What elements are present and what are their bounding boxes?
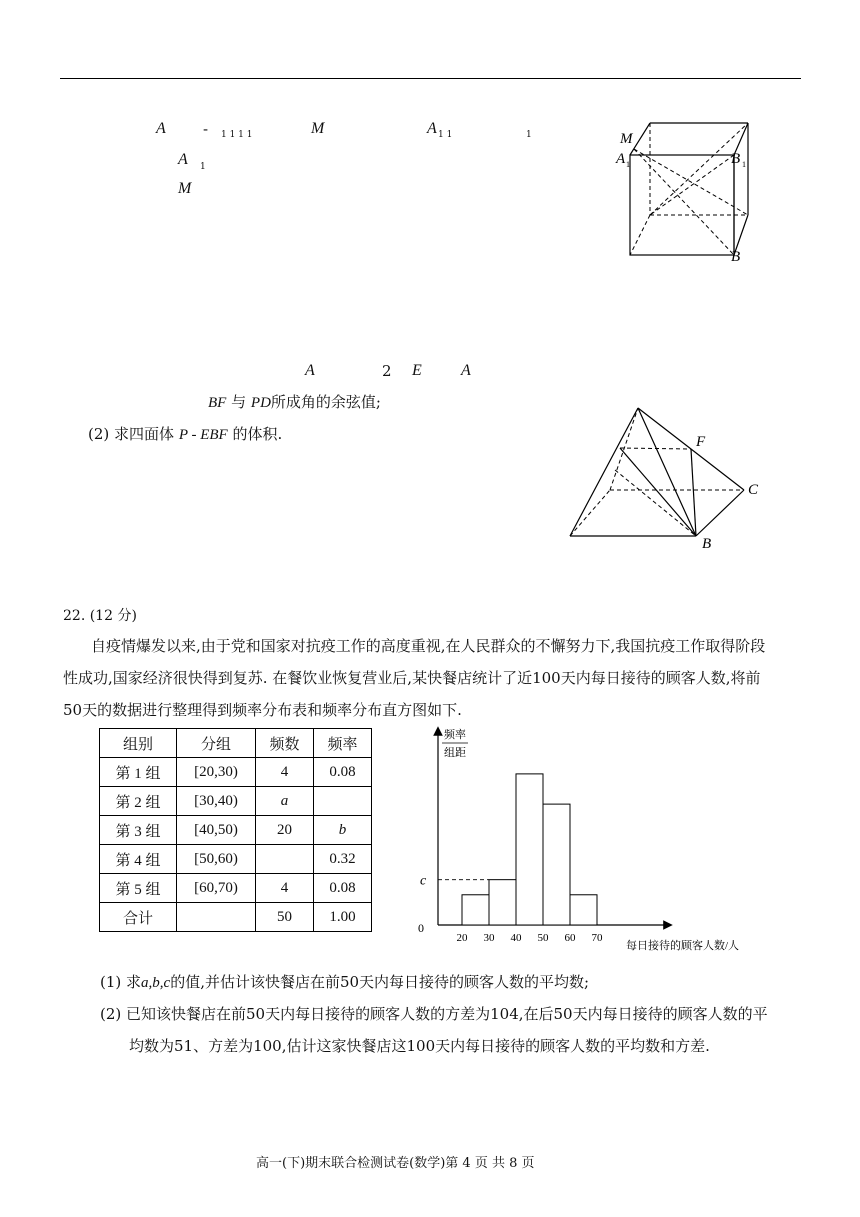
table-cell: 0.08 bbox=[314, 874, 372, 903]
label-b1: B bbox=[731, 151, 741, 167]
q20-frag-m2: M bbox=[178, 180, 192, 197]
q21-part2-expr: P - EBF bbox=[178, 427, 228, 443]
label-c: C bbox=[748, 482, 759, 498]
q21-frag-a: A bbox=[305, 362, 315, 379]
q22-part2-line2: 均数为51、方差为100,估计这家快餐店这100天内每日接待的顾客人数的平均数和方差. bbox=[129, 1037, 710, 1055]
q20-frag-sub-last: 1 bbox=[526, 130, 532, 140]
q20-frag-a1-sub: 1 1 bbox=[438, 130, 453, 140]
cube-figure bbox=[610, 115, 760, 270]
q20-frag-subs: 1 1 1 1 bbox=[221, 130, 253, 140]
table-cell: 第 3 组 bbox=[100, 816, 177, 845]
table-header: 组别 bbox=[100, 729, 177, 758]
q20-frag-a2-sub: 1 bbox=[200, 162, 206, 172]
table-cell: 第 1 组 bbox=[100, 758, 177, 787]
table-cell: [40,50) bbox=[177, 816, 256, 845]
q22-header: 22. (12 分) bbox=[63, 608, 137, 624]
q22-para-line1: 自疫情爆发以来,由于党和国家对抗疫工作的高度重视,在人民群众的不懈努力下,我国抗疫工作取得阶段 bbox=[91, 637, 766, 655]
table-cell: 第 4 组 bbox=[100, 845, 177, 874]
q22-para-line2: 性成功,国家经济很快得到复苏. 在餐饮业恢复营业后,某快餐店统计了近100天内每日接待的顾客人数,将前 bbox=[63, 669, 761, 687]
q21-bf: BF bbox=[208, 395, 227, 411]
table-cell: b bbox=[314, 816, 372, 845]
y-label-top: 频率 bbox=[444, 729, 466, 741]
table-cell bbox=[177, 903, 256, 932]
origin-label: 0 bbox=[418, 921, 424, 935]
x-tick-label: 20 bbox=[456, 932, 468, 944]
table-cell: 1.00 bbox=[314, 903, 372, 932]
table-cell: 4 bbox=[256, 758, 314, 787]
histogram-bar bbox=[462, 895, 489, 925]
q22-para-line3: 50天的数据进行整理得到频率分布表和频率分布直方图如下. bbox=[63, 701, 462, 719]
histogram-bar bbox=[543, 804, 570, 925]
table-header: 分组 bbox=[177, 729, 256, 758]
table-cell: [60,70) bbox=[177, 874, 256, 903]
table-cell: 第 2 组 bbox=[100, 787, 177, 816]
q21-part2-pre: (2) 求四面体 bbox=[88, 425, 175, 443]
q21-pd: PD bbox=[250, 395, 271, 411]
table-cell bbox=[256, 845, 314, 874]
q21-end: 所成角的余弦值; bbox=[270, 393, 381, 411]
q22-part1-vars: a,b,c bbox=[141, 975, 171, 991]
table-row bbox=[100, 758, 372, 787]
table-header-row bbox=[100, 729, 372, 758]
q22-part1-pre: (1) 求 bbox=[100, 973, 142, 991]
table-cell: 0.08 bbox=[314, 758, 372, 787]
label-a1: A bbox=[616, 151, 626, 167]
table-cell: [20,30) bbox=[177, 758, 256, 787]
table-cell: [50,60) bbox=[177, 845, 256, 874]
table-cell: 20 bbox=[256, 816, 314, 845]
label-a1-sub: 1 bbox=[626, 160, 630, 169]
table-cell: 合计 bbox=[100, 903, 177, 932]
label-m: M bbox=[620, 131, 633, 147]
page-footer: 高一(下)期末联合检测试卷(数学)第 4 页 共 8 页 bbox=[256, 1156, 535, 1171]
table-cell bbox=[314, 787, 372, 816]
table-header: 频率 bbox=[314, 729, 372, 758]
x-tick-label: 70 bbox=[591, 932, 603, 944]
histogram-bar bbox=[570, 895, 597, 925]
q20-frag-a1: A bbox=[427, 120, 437, 137]
table-header: 频数 bbox=[256, 729, 314, 758]
table-cell: 4 bbox=[256, 874, 314, 903]
table-cell: 0.32 bbox=[314, 845, 372, 874]
q21-part1-tail bbox=[208, 392, 381, 413]
table-row bbox=[100, 787, 372, 816]
q22-part2-line1: (2) 已知该快餐店在前50天内每日接待的顾客人数的方差为104,在后50天内每日接待的顾客人数的平 bbox=[100, 1005, 768, 1023]
histogram-chart bbox=[410, 725, 780, 955]
q22-part1-post: 的值,并估计该快餐店在前50天内每日接待的顾客人数的平均数; bbox=[170, 973, 590, 991]
table-cell: 50 bbox=[256, 903, 314, 932]
q21-part2-end: 的体积. bbox=[232, 425, 283, 443]
q21-frag-2: 2 bbox=[382, 362, 392, 380]
q20-frag-a: A bbox=[156, 120, 166, 137]
label-b-pyramid: B bbox=[702, 536, 712, 552]
q21-mid: 与 bbox=[231, 393, 247, 411]
label-b1-sub: 1 bbox=[742, 160, 746, 169]
histogram-bar bbox=[516, 774, 543, 925]
c-marker-label: c bbox=[420, 873, 427, 889]
table-row bbox=[100, 816, 372, 845]
x-axis-label: 每日接待的顾客人数/人 bbox=[626, 940, 740, 952]
q22-part1 bbox=[100, 972, 589, 993]
histogram-bar bbox=[489, 880, 516, 925]
x-tick-label: 60 bbox=[564, 932, 576, 944]
x-tick-label: 50 bbox=[537, 932, 549, 944]
q20-frag-m: M bbox=[311, 120, 325, 137]
frequency-table bbox=[99, 728, 372, 932]
label-b: B bbox=[731, 249, 741, 265]
x-tick-label: 30 bbox=[483, 932, 495, 944]
table-row bbox=[100, 874, 372, 903]
x-tick-label: 40 bbox=[510, 932, 522, 944]
q20-frag-dash: - bbox=[203, 120, 209, 138]
q21-frag-e: E bbox=[412, 362, 422, 379]
q20-frag-a2: A bbox=[178, 151, 188, 168]
table-row bbox=[100, 903, 372, 932]
table-cell: 第 5 组 bbox=[100, 874, 177, 903]
q21-part2 bbox=[88, 424, 282, 445]
table-cell: [30,40) bbox=[177, 787, 256, 816]
pyramid-figure bbox=[560, 400, 770, 555]
label-f: F bbox=[696, 434, 706, 450]
y-label-bottom: 组距 bbox=[444, 747, 466, 759]
table-cell: a bbox=[256, 787, 314, 816]
q21-frag-a2: A bbox=[461, 362, 471, 379]
table-row bbox=[100, 845, 372, 874]
header-rule bbox=[60, 78, 801, 79]
